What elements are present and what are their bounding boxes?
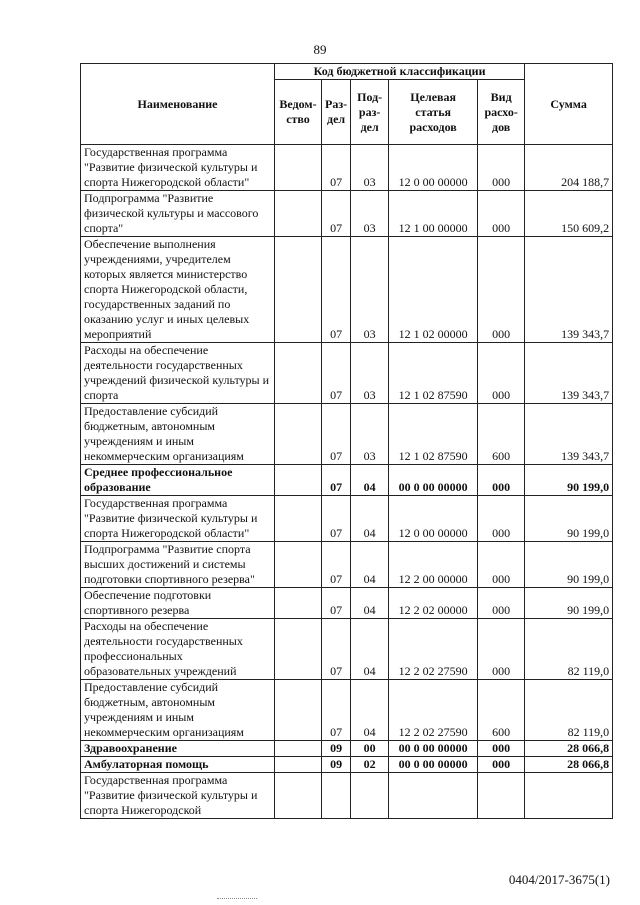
cell-vedomstvo: [275, 619, 322, 680]
cell-razdel: 07: [322, 496, 351, 542]
cell-target: 12 1 00 00000: [389, 191, 478, 237]
table-row: [81, 619, 613, 680]
table-row: [81, 145, 613, 191]
cell-target: 12 1 02 87590: [389, 343, 478, 404]
cell-vid: 000: [478, 588, 525, 619]
cell-sum: 139 343,7: [525, 237, 613, 343]
cell-sum: 28 066,8: [525, 741, 613, 757]
cell-podrazdel: 03: [351, 191, 389, 237]
table-row: [81, 542, 613, 588]
cell-vid: 000: [478, 191, 525, 237]
cell-razdel: 07: [322, 191, 351, 237]
cell-sum: 90 199,0: [525, 542, 613, 588]
cell-razdel: 09: [322, 757, 351, 773]
cell-vedomstvo: [275, 680, 322, 741]
cell-podrazdel: 03: [351, 343, 389, 404]
cell-razdel: [322, 773, 351, 819]
table-row: [81, 741, 613, 757]
cell-razdel: 07: [322, 680, 351, 741]
table-row: [81, 588, 613, 619]
cell-vid: 000: [478, 542, 525, 588]
cell-podrazdel: 04: [351, 465, 389, 496]
cell-razdel: 07: [322, 404, 351, 465]
cell-target: [389, 773, 478, 819]
cell-name: Подпрограмма "Развитие спорта высших достижений и системы подготовки спортивного резерва": [81, 542, 275, 588]
cell-name: Здравоохранение: [81, 741, 275, 757]
table-row: [81, 404, 613, 465]
cell-podrazdel: 03: [351, 404, 389, 465]
cell-razdel: 07: [322, 465, 351, 496]
header-target: Целевая статья расходов: [389, 80, 478, 145]
cell-target: 00 0 00 00000: [389, 741, 478, 757]
cell-name: Обеспечение подготовки спортивного резерва: [81, 588, 275, 619]
cell-target: 00 0 00 00000: [389, 465, 478, 496]
cell-vedomstvo: [275, 741, 322, 757]
cell-vedomstvo: [275, 404, 322, 465]
cell-podrazdel: 04: [351, 680, 389, 741]
cell-vedomstvo: [275, 757, 322, 773]
table-body: [81, 145, 613, 819]
cell-target: 12 2 02 27590: [389, 680, 478, 741]
cell-target: 12 0 00 00000: [389, 496, 478, 542]
cell-vedomstvo: [275, 145, 322, 191]
cell-target: 12 2 00 00000: [389, 542, 478, 588]
cell-name: Предоставление субсидий бюджетным, автономным учреждениям и иным некоммерческим организациям: [81, 404, 275, 465]
header-vid: Вид расхо-дов: [478, 80, 525, 145]
header-vedomstvo: Ведом-ство: [275, 80, 322, 145]
cell-podrazdel: 03: [351, 145, 389, 191]
table-row: [81, 680, 613, 741]
cell-vedomstvo: [275, 465, 322, 496]
cell-razdel: 07: [322, 542, 351, 588]
cell-podrazdel: 04: [351, 542, 389, 588]
cell-name: Подпрограмма "Развитие физической культуры и массового спорта": [81, 191, 275, 237]
document-code: 0404/2017-3675(1): [508, 872, 610, 887]
cell-name: Амбулаторная помощь: [81, 757, 275, 773]
cell-vedomstvo: [275, 237, 322, 343]
cell-podrazdel: 02: [351, 757, 389, 773]
cell-vedomstvo: [275, 496, 322, 542]
cell-vid: 600: [478, 680, 525, 741]
table-row: [81, 496, 613, 542]
header-sum: Сумма: [525, 64, 613, 145]
cell-vid: 000: [478, 757, 525, 773]
cell-vedomstvo: [275, 191, 322, 237]
table-row: [81, 343, 613, 404]
cell-vedomstvo: [275, 773, 322, 819]
cell-vid: [478, 773, 525, 819]
cell-vid: 000: [478, 343, 525, 404]
cell-vedomstvo: [275, 588, 322, 619]
cell-name: Среднее профессиональное образование: [81, 465, 275, 496]
cell-name: Расходы на обеспечение деятельности государственных учреждений физической культуры и спорта: [81, 343, 275, 404]
cell-name: Расходы на обеспечение деятельности государственных профессиональных образовательных учреждений: [81, 619, 275, 680]
budget-classification-table: [80, 63, 613, 819]
cell-name: Государственная программа "Развитие физической культуры и спорта Нижегородской области": [81, 496, 275, 542]
cell-name: Государственная программа "Развитие физической культуры и спорта Нижегородской области": [81, 145, 275, 191]
cell-razdel: 07: [322, 145, 351, 191]
cell-podrazdel: 03: [351, 237, 389, 343]
cell-sum: 90 199,0: [525, 496, 613, 542]
header-podrazdel: Под-раз-дел: [351, 80, 389, 145]
cell-vedomstvo: [275, 343, 322, 404]
cell-sum: 139 343,7: [525, 404, 613, 465]
cell-target: 12 0 00 00000: [389, 145, 478, 191]
cell-target: 12 2 02 00000: [389, 588, 478, 619]
cell-sum: 90 199,0: [525, 588, 613, 619]
cell-sum: 139 343,7: [525, 343, 613, 404]
cell-target: 12 2 02 27590: [389, 619, 478, 680]
cell-sum: 150 609,2: [525, 191, 613, 237]
cell-vid: 000: [478, 237, 525, 343]
cell-vid: 600: [478, 404, 525, 465]
cell-name: Государственная программа "Развитие физической культуры и спорта Нижегородской: [81, 773, 275, 819]
cell-podrazdel: [351, 773, 389, 819]
cell-razdel: 07: [322, 588, 351, 619]
cell-vid: 000: [478, 145, 525, 191]
cell-name: Предоставление субсидий бюджетным, автономным учреждениям и иным некоммерческим организациям: [81, 680, 275, 741]
table-row: [81, 465, 613, 496]
cell-podrazdel: 04: [351, 496, 389, 542]
cell-vid: 000: [478, 465, 525, 496]
cell-sum: 204 188,7: [525, 145, 613, 191]
cell-sum: 82 119,0: [525, 680, 613, 741]
cell-podrazdel: 04: [351, 588, 389, 619]
cell-vid: 000: [478, 741, 525, 757]
cell-name: Обеспечение выполнения учреждениями, учредителем которых является министерство спорта Нижегородской области, государственных заданий по оказанию услуг и иных целевых мероприятий: [81, 237, 275, 343]
table-row: [81, 237, 613, 343]
cell-podrazdel: 00: [351, 741, 389, 757]
cell-target: 12 1 02 00000: [389, 237, 478, 343]
cell-sum: 82 119,0: [525, 619, 613, 680]
cell-podrazdel: 04: [351, 619, 389, 680]
scan-artifact: [217, 898, 257, 900]
cell-target: 00 0 00 00000: [389, 757, 478, 773]
table-row: [81, 191, 613, 237]
cell-vedomstvo: [275, 542, 322, 588]
cell-razdel: 07: [322, 619, 351, 680]
header-razdel: Раз-дел: [322, 80, 351, 145]
cell-sum: 90 199,0: [525, 465, 613, 496]
cell-sum: [525, 773, 613, 819]
cell-vid: 000: [478, 496, 525, 542]
header-classification-group: Код бюджетной классификации: [275, 64, 525, 80]
cell-razdel: 09: [322, 741, 351, 757]
cell-sum: 28 066,8: [525, 757, 613, 773]
table-row: [81, 773, 613, 819]
header-name: Наименование: [81, 64, 275, 145]
cell-razdel: 07: [322, 343, 351, 404]
cell-target: 12 1 02 87590: [389, 404, 478, 465]
page-number: 89: [313, 42, 327, 57]
cell-vid: 000: [478, 619, 525, 680]
cell-razdel: 07: [322, 237, 351, 343]
table-row: [81, 757, 613, 773]
